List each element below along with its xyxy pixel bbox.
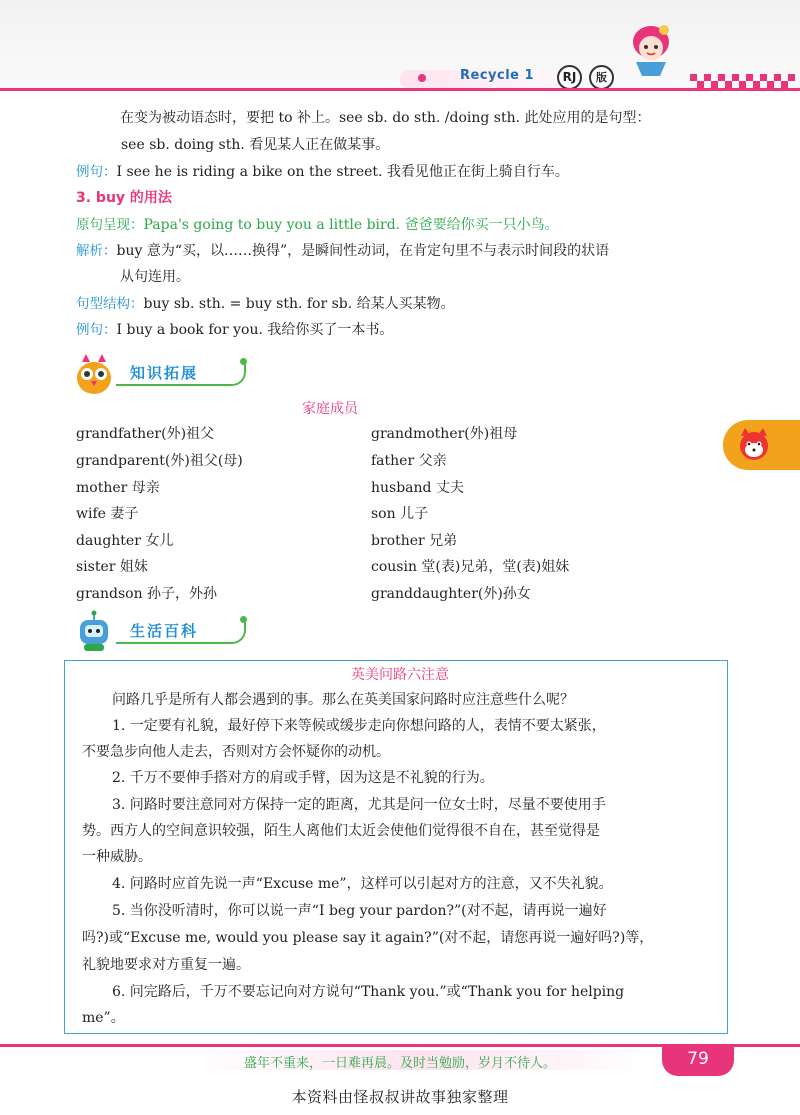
- header-rule: [0, 88, 800, 91]
- cat-mascot-icon: [735, 426, 773, 464]
- original-label: 原句呈现：: [76, 217, 144, 233]
- structure-text: buy sb. sth. = buy sth. for sb. 给某人买某物。: [143, 296, 455, 312]
- life-banner: [70, 610, 260, 654]
- side-tab: [723, 420, 800, 470]
- analysis-label: 解析：: [76, 243, 117, 259]
- section-heading-buy: 3. buy 的用法: [76, 190, 172, 206]
- example-label: 例句：: [76, 322, 117, 338]
- vocab-right: granddaughter(外)孙女: [371, 586, 531, 602]
- vocab-left: grandfather(外)祖父: [76, 426, 215, 442]
- vocab-left: grandparent(外)祖父(母): [76, 453, 243, 469]
- example-line: [76, 320, 393, 340]
- banner-dot: [240, 616, 247, 623]
- text-line: 在变为被动语态时，要把 to 补上。see sb. do sth. /doing sth. 此处应用的是句型：: [120, 110, 651, 126]
- tips-line: 4. 问路时应首先说一声“Excuse me”，这样可以引起对方的注意，又不失礼貌。: [112, 876, 613, 892]
- vocab-right: husband 丈夫: [371, 480, 464, 496]
- original-sentence: [76, 215, 559, 235]
- family-title: 家庭成员: [302, 401, 358, 417]
- vocab-right: brother 兄弟: [371, 533, 458, 549]
- tips-line: 礼貌地要求对方重复一遍。: [82, 957, 250, 973]
- footer-motto: 盛年不重来，一日难再晨。及时当勉励，岁月不待人。: [243, 1056, 556, 1071]
- vocab-right: son 儿子: [371, 506, 429, 522]
- banner-dot: [240, 358, 247, 365]
- credit-line: 本资料由怪叔叔讲故事独家整理: [291, 1088, 509, 1106]
- example-line: [76, 162, 569, 182]
- unit-title: Recycle 1: [460, 68, 535, 83]
- analysis-line: [76, 241, 609, 261]
- banner-title: 知识拓展: [130, 364, 199, 382]
- tips-title: 英美问路六注意: [351, 667, 449, 683]
- structure-line: [76, 294, 455, 314]
- vocab-left: grandson 孙子，外孙: [76, 586, 218, 602]
- analysis-line-2: 从句连用。: [120, 269, 190, 285]
- header-dot: [418, 74, 426, 82]
- tips-line: 5. 当你没听清时，你可以说一声“I beg your pardon?”(对不起，请再说一遍好: [112, 903, 607, 919]
- tips-line: 不要急步向他人走去，否则对方会怀疑你的动机。: [82, 744, 390, 760]
- badge-rj: RJ: [557, 65, 582, 90]
- badge-edition: 版: [589, 65, 614, 90]
- example-text: I buy a book for you. 我给你买了一本书。: [116, 322, 394, 338]
- banner-frame: [116, 364, 246, 386]
- text-line: see sb. doing sth. 看见某人正在做某事。: [121, 137, 390, 153]
- vocab-right: cousin 堂(表)兄弟，堂(表)姐妹: [371, 559, 570, 575]
- vocab-left: wife 妻子: [76, 506, 139, 522]
- banner-title: 生活百科: [130, 622, 199, 640]
- tips-line: 一种威胁。: [82, 849, 152, 865]
- analysis-text: buy 意为“买，以……换得”，是瞬间性动词，在肯定句里不与表示时间段的状语: [116, 243, 610, 259]
- tips-line: 问路几乎是所有人都会遇到的事。那么在英美国家问路时应注意些什么呢？: [112, 692, 574, 708]
- vocab-left: mother 母亲: [76, 480, 160, 496]
- vocab-left: daughter 女儿: [76, 533, 174, 549]
- original-text: Papa's going to buy you a little bird. 爸爸要给你买一只小鸟。: [143, 217, 559, 233]
- knowledge-banner: [70, 352, 260, 396]
- vocab-right: grandmother(外)祖母: [371, 426, 518, 442]
- tips-line: 6. 问完路后，千万不要忘记向对方说句“Thank you.”或“Thank you for helping: [112, 984, 625, 1000]
- tips-line: me”。: [82, 1010, 125, 1026]
- page-number: 79: [662, 1044, 734, 1076]
- tips-line: 势。西方人的空间意识较强，陌生人离他们太近会使他们觉得很不自在，甚至觉得是: [82, 823, 600, 839]
- owl-mascot-icon: [70, 352, 118, 396]
- robot-mascot-icon: [72, 610, 116, 654]
- mascot-girl-icon: [626, 22, 676, 76]
- checker-decoration: [690, 74, 798, 88]
- page-header: [0, 0, 800, 100]
- structure-label: 句型结构：: [76, 296, 144, 312]
- banner-frame: [116, 622, 246, 644]
- vocab-right: father 父亲: [371, 453, 447, 469]
- example-label: 例句：: [76, 164, 117, 180]
- vocab-left: sister 姐妹: [76, 559, 148, 575]
- tips-line: 1. 一定要有礼貌，最好停下来等候或缓步走向你想问路的人，表情不要太紧张，: [112, 718, 606, 734]
- tips-line: 吗?)或“Excuse me, would you please say it again?”(对不起，请您再说一遍好吗?)等，: [82, 930, 654, 946]
- tips-line: 2. 千万不要伸手搭对方的肩或手臂，因为这是不礼貌的行为。: [112, 770, 494, 786]
- tips-line: 3. 问路时要注意同对方保持一定的距离，尤其是问一位女士时，尽量不要使用手: [112, 797, 606, 813]
- example-text: I see he is riding a bike on the street. 我看见他正在街上骑自行车。: [116, 164, 569, 180]
